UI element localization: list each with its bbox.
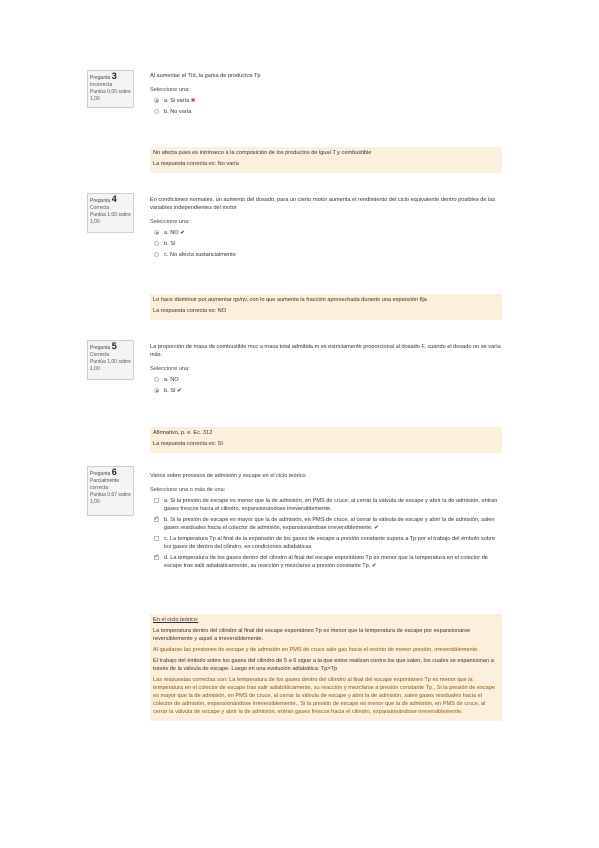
question-info-5 — [87, 340, 134, 380]
radio-button[interactable] — [154, 109, 159, 114]
feedback-6 — [150, 614, 502, 721]
answer-option-d[interactable]: ✓ d. La temperatura de los gases dentro del cilindro al final del escape espontáneo Tp es menor que la temperatura en el colector de escape tras salir adiabáticamente, su reacción y mezclarse a presión constante Tp. ✔ — [150, 554, 502, 570]
question-content-4 — [150, 196, 502, 262]
question-number: Pregunta 6 — [90, 467, 117, 477]
answer-option-a[interactable]: a. Si la presión de escape es menor que la de admisión, en PMS de cruce, al cerrar la válvula de escape y abrir la de admisión, entran gases frescos hacia el cilindro, expansionándose irreversiblemente. — [150, 497, 502, 513]
question-score: Puntúa 1,00 sobre 1,00 — [90, 359, 131, 372]
correct-icon: ✔ — [177, 388, 182, 394]
answer-prompt: Seleccione una: — [150, 219, 190, 225]
question-content-5 — [150, 343, 502, 398]
right-answer: La respuesta correcta es: NO — [153, 308, 227, 314]
question-status: Correcta — [90, 205, 110, 211]
radio-button[interactable] — [154, 252, 159, 257]
radio-button[interactable] — [154, 388, 159, 393]
feedback-general: Afirmativo, p. e. Ec. 312 — [153, 430, 213, 436]
correct-icon: ✔ — [371, 563, 377, 569]
answer-option-b[interactable]: b. SI — [150, 240, 502, 248]
feedback-general: Lo hace disminuir por aumentar ηp/ηv, con lo que aumenta la fracción aprovechada durante una expansión fija — [153, 297, 427, 303]
question-number: Pregunta 3 — [90, 71, 117, 81]
feedback-5 — [150, 427, 502, 453]
answer-option-b[interactable]: b. SI ✔ — [150, 387, 502, 395]
checkbox[interactable] — [154, 498, 159, 503]
radio-button[interactable] — [154, 98, 159, 103]
question-score: Puntúa 1,00 sobre 1,00 — [90, 212, 131, 225]
answer-option-a[interactable]: a. NO — [150, 376, 502, 384]
question-status: Incorrecta — [90, 82, 113, 88]
question-info-6 — [87, 466, 134, 516]
feedback-heading: En el ciclo teórico: — [153, 617, 199, 623]
answer-prompt: Seleccione una o más de una: — [150, 487, 226, 493]
answer-prompt: Seleccione una: — [150, 87, 190, 93]
question-status: Parcialmente correcta — [90, 478, 120, 491]
question-text: Al aumentar el Tíd, la gama de productos Tp — [150, 73, 261, 79]
right-answer: La respuesta correcta es: No varía — [153, 161, 239, 167]
question-info-4 — [87, 193, 134, 233]
correct-icon: ✔ — [374, 525, 379, 531]
checkbox[interactable] — [154, 517, 159, 522]
question-content-6 — [150, 472, 502, 573]
question-text: La proporción de masa de combustible mcc a masa total admitida m es estrictamente proporcional al dosado F, cuando el dosado no se varía más. — [150, 344, 501, 358]
question-number: Pregunta 5 — [90, 341, 117, 351]
feedback-paragraph: La temperatura dentro del cilindro al final del escape espontáneo Tp es menor que la temperatura de escape por expansionarse reversiblemente y aquel a irreversiblemente. — [153, 628, 471, 642]
question-score: Puntúa 0,00 sobre 1,00 — [90, 89, 131, 102]
radio-button[interactable] — [154, 241, 159, 246]
incorrect-icon: ✖ — [190, 98, 196, 104]
answer-option-b[interactable]: ✓ b. Si la presión de escape es mayor que la de admisión, en PMS de cruce, al cerrar la válvula de escape y abrir la de admisión, salen gases residuales hacia el colector de admisión, expansionándose irreversiblemente. ✔ — [150, 516, 502, 532]
right-answer: Las respuestas correctas son: La temperatura de los gases dentro del cilindro al final del escape espontáneo Tp es menor que la temperatura en el colector de escape tras salir adiabáticamente, su reacción y mezclarse a presión constante Tp., Si la presión de escape es mayor que la de admisión, en PMS de cruce, al cerrar la válvula de escape y abrir la de admisión, salen gases residuales hacia el colector de admisión, expansionándose irreversiblemente., Si la presión de escape es menor que la de admisión, en PMS de cruce, al cerrar la válvula de escape y abrir la de admisión, entran gases frescos hacia el cilindro, expansionándose irreversiblemente. — [153, 677, 495, 715]
question-score: Puntúa 0,67 sobre 1,00 — [90, 492, 131, 505]
right-answer: La respuesta correcta es: SI — [153, 441, 223, 447]
question-text: En condiciones normales, un aumento del dosado, para un cierto motor aumenta el rendimiento del ciclo equivalente dentro posibles de las variables independientes del motor — [150, 197, 496, 211]
feedback-4 — [150, 294, 502, 320]
answer-option-b[interactable]: b. No varía — [150, 108, 502, 116]
checkbox[interactable] — [154, 536, 159, 541]
answer-option-a[interactable]: a. NO ✔ — [150, 229, 502, 237]
question-content-3 — [150, 72, 502, 119]
question-status: Correcta — [90, 352, 110, 358]
question-number: Pregunta 4 — [90, 194, 117, 204]
checkbox[interactable] — [154, 555, 159, 560]
answer-option-c[interactable]: c. La temperatura Tp al final de la expansión de los gases de escape a presión constante supera a Tp por el trabajo del émbolo sobre los gases de dentro del cilindro, en condiciones adiabáticas — [150, 535, 502, 551]
question-info-3 — [87, 70, 134, 108]
correct-icon: ✔ — [180, 230, 185, 236]
feedback-paragraph: El trabajo del émbolo sobre los gases del cilindro de 5 a 6 sigue a la que estos realizan contra los que salen, los cuales se expansionan a través de la válvula de escape. Luego en una evolución adiabática: Tp>Tp — [153, 658, 494, 672]
answer-prompt: Seleccione una: — [150, 366, 190, 372]
answer-option-a[interactable]: a. Si varía ✖ — [150, 97, 502, 105]
feedback-3 — [150, 147, 502, 173]
question-text: Varios sobre procesos de admisión y escape en el ciclo teórico — [150, 473, 306, 479]
radio-button[interactable] — [154, 230, 159, 235]
feedback-general: No afecta pues es intrínseco a la composición de los productos de igual T y combustible — [153, 150, 372, 156]
feedback-paragraph: Al igualarse las presiones de escape y de admisión en PMS de cruce sale gas hacia el recinto de menor presión, irreversiblemente. — [153, 647, 479, 653]
answer-option-c[interactable]: c. No afecta sustancialmente — [150, 251, 502, 259]
radio-button[interactable] — [154, 377, 159, 382]
